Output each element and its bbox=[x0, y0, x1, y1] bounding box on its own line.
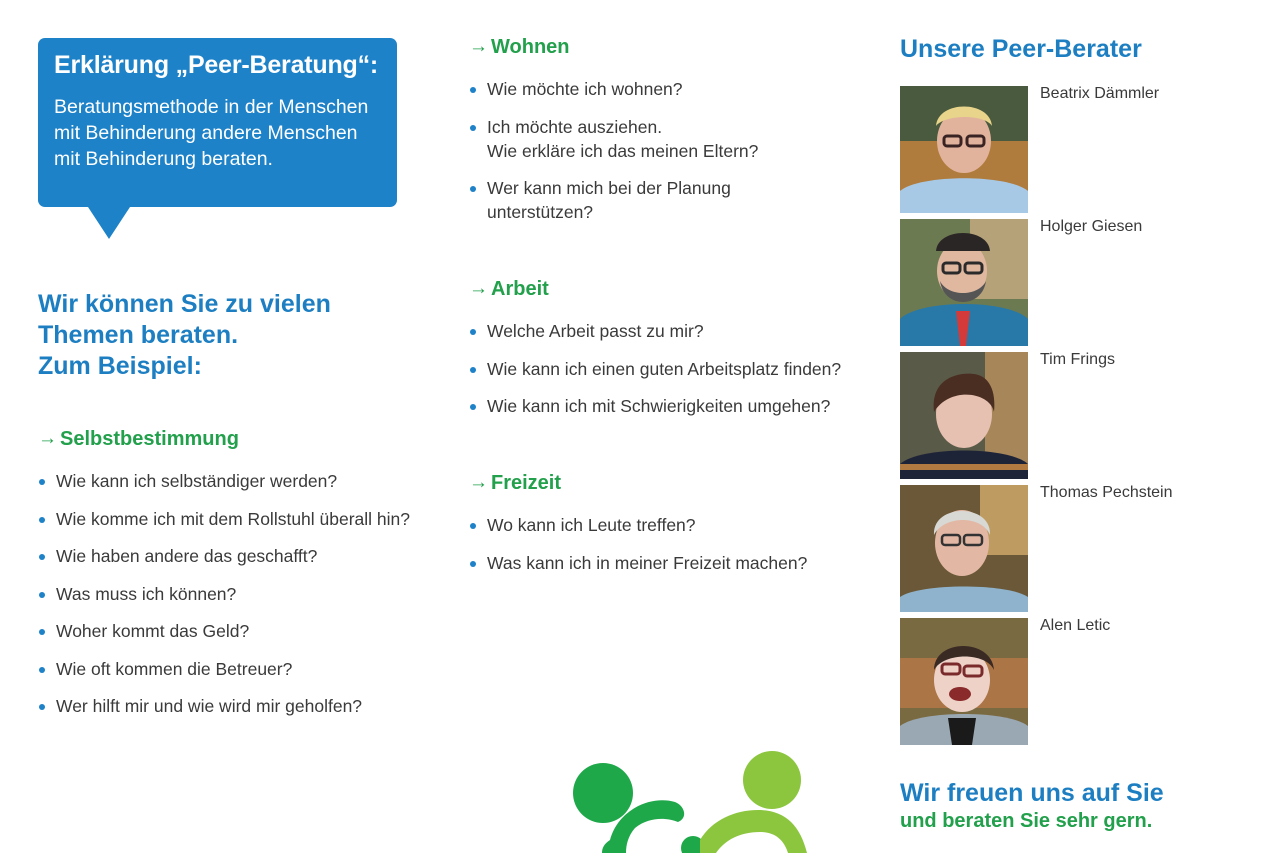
portrait-photo bbox=[900, 219, 1028, 346]
intro-line: Wir können Sie zu vielen bbox=[38, 290, 331, 318]
list-item-text: Wie haben andere das geschafft? bbox=[56, 546, 318, 566]
list-item-text: Wie oft kommen die Betreuer? bbox=[56, 658, 293, 679]
definition-text bbox=[54, 94, 381, 172]
list-item bbox=[38, 507, 438, 531]
list-item-text: Wer kann mich bei der Planung bbox=[487, 178, 731, 198]
list-item bbox=[469, 115, 869, 163]
advisor-card bbox=[900, 352, 1260, 480]
advisor-name: Beatrix Dämmler bbox=[1040, 85, 1160, 102]
advisors-title: Unsere Peer-Berater bbox=[900, 35, 1142, 63]
section-title: Arbeit bbox=[491, 278, 549, 300]
closing-line-1: Wir freuen uns auf Sie bbox=[900, 779, 1164, 807]
advisor-name: Alen Letic bbox=[1040, 617, 1111, 634]
list-item bbox=[38, 694, 438, 718]
arrow-right-icon: → bbox=[469, 36, 488, 57]
question-list bbox=[469, 77, 869, 224]
list-item-text: Wie kann ich einen guten Arbeitsplatz finden? bbox=[487, 358, 842, 379]
list-item bbox=[38, 619, 438, 643]
list-item-text: Wer hilft mir und wie wird mir geholfen? bbox=[56, 696, 363, 716]
section-heading bbox=[469, 277, 869, 301]
list-item-text: Was kann ich in meiner Freizeit machen? bbox=[487, 552, 808, 573]
definition-line: mit Behinderung andere Menschen bbox=[54, 122, 358, 144]
list-item bbox=[469, 357, 869, 381]
definition-title: Erklärung „Peer-Beratung“: bbox=[54, 51, 379, 79]
advisor-card bbox=[900, 219, 1260, 347]
intro-heading bbox=[38, 289, 418, 382]
list-item bbox=[469, 77, 869, 101]
list-item-text: Was muss ich können? bbox=[56, 583, 237, 604]
question-list bbox=[469, 319, 869, 418]
advisor-name: Thomas Pechstein bbox=[1040, 484, 1173, 501]
closing-message bbox=[900, 778, 1164, 834]
arrow-right-icon: → bbox=[469, 278, 488, 299]
list-item-text: Wie möchte ich wohnen? bbox=[487, 79, 683, 99]
list-item bbox=[469, 551, 869, 575]
section-wohnen bbox=[469, 35, 869, 238]
list-item-text: Wie komme ich mit dem Rollstuhl überall hin? bbox=[56, 508, 411, 529]
definition-line: Beratungsmethode in der Menschen bbox=[54, 96, 369, 118]
portrait-photo bbox=[900, 618, 1028, 745]
list-item-text: Wie erkläre ich das meinen Eltern? bbox=[487, 140, 759, 161]
list-item bbox=[38, 582, 438, 606]
intro-line: Themen beraten. bbox=[38, 321, 239, 349]
section-heading bbox=[469, 35, 869, 59]
definition-line: mit Behinderung beraten. bbox=[54, 148, 273, 170]
list-item bbox=[38, 657, 438, 681]
list-item-text: Welche Arbeit passt zu mir? bbox=[487, 321, 704, 341]
arrow-right-icon: → bbox=[469, 472, 488, 493]
advisor-name: Holger Giesen bbox=[1040, 218, 1143, 235]
closing-line-2: und beraten Sie sehr gern. bbox=[900, 810, 1153, 832]
list-item-text: Wie kann ich mit Schwierigkeiten umgehen? bbox=[487, 396, 831, 416]
advisor-card bbox=[900, 618, 1260, 746]
peer-counseling-logo-icon bbox=[560, 740, 820, 853]
list-item bbox=[38, 469, 438, 493]
list-item bbox=[469, 394, 869, 418]
arrow-right-icon: → bbox=[38, 428, 57, 449]
portrait-photo bbox=[900, 86, 1028, 213]
list-item bbox=[469, 319, 869, 343]
portrait-photo bbox=[900, 352, 1028, 479]
portrait-photo bbox=[900, 485, 1028, 612]
list-item-text: Woher kommt das Geld? bbox=[56, 621, 250, 641]
section-title: Wohnen bbox=[491, 36, 570, 58]
list-item bbox=[469, 176, 869, 224]
question-list bbox=[38, 469, 438, 718]
section-heading bbox=[38, 427, 438, 451]
intro-line: Zum Beispiel: bbox=[38, 352, 202, 380]
list-item-text: Ich möchte ausziehen. bbox=[487, 116, 663, 137]
advisor-card bbox=[900, 485, 1260, 613]
list-item-text: unterstützen? bbox=[487, 202, 594, 222]
section-selbstbestimmung bbox=[38, 427, 438, 732]
list-item-text: Wie kann ich selbständiger werden? bbox=[56, 471, 338, 491]
advisor-name: Tim Frings bbox=[1040, 351, 1115, 368]
section-heading bbox=[469, 471, 869, 495]
question-list bbox=[469, 513, 869, 575]
section-arbeit bbox=[469, 277, 869, 432]
list-item-text: Wo kann ich Leute treffen? bbox=[487, 515, 696, 535]
advisor-card bbox=[900, 86, 1260, 214]
section-title: Selbstbestimmung bbox=[60, 428, 239, 450]
list-item bbox=[38, 544, 438, 568]
list-item bbox=[469, 513, 869, 537]
definition-bubble bbox=[38, 38, 397, 207]
section-freizeit bbox=[469, 471, 869, 588]
section-title: Freizeit bbox=[491, 472, 562, 494]
